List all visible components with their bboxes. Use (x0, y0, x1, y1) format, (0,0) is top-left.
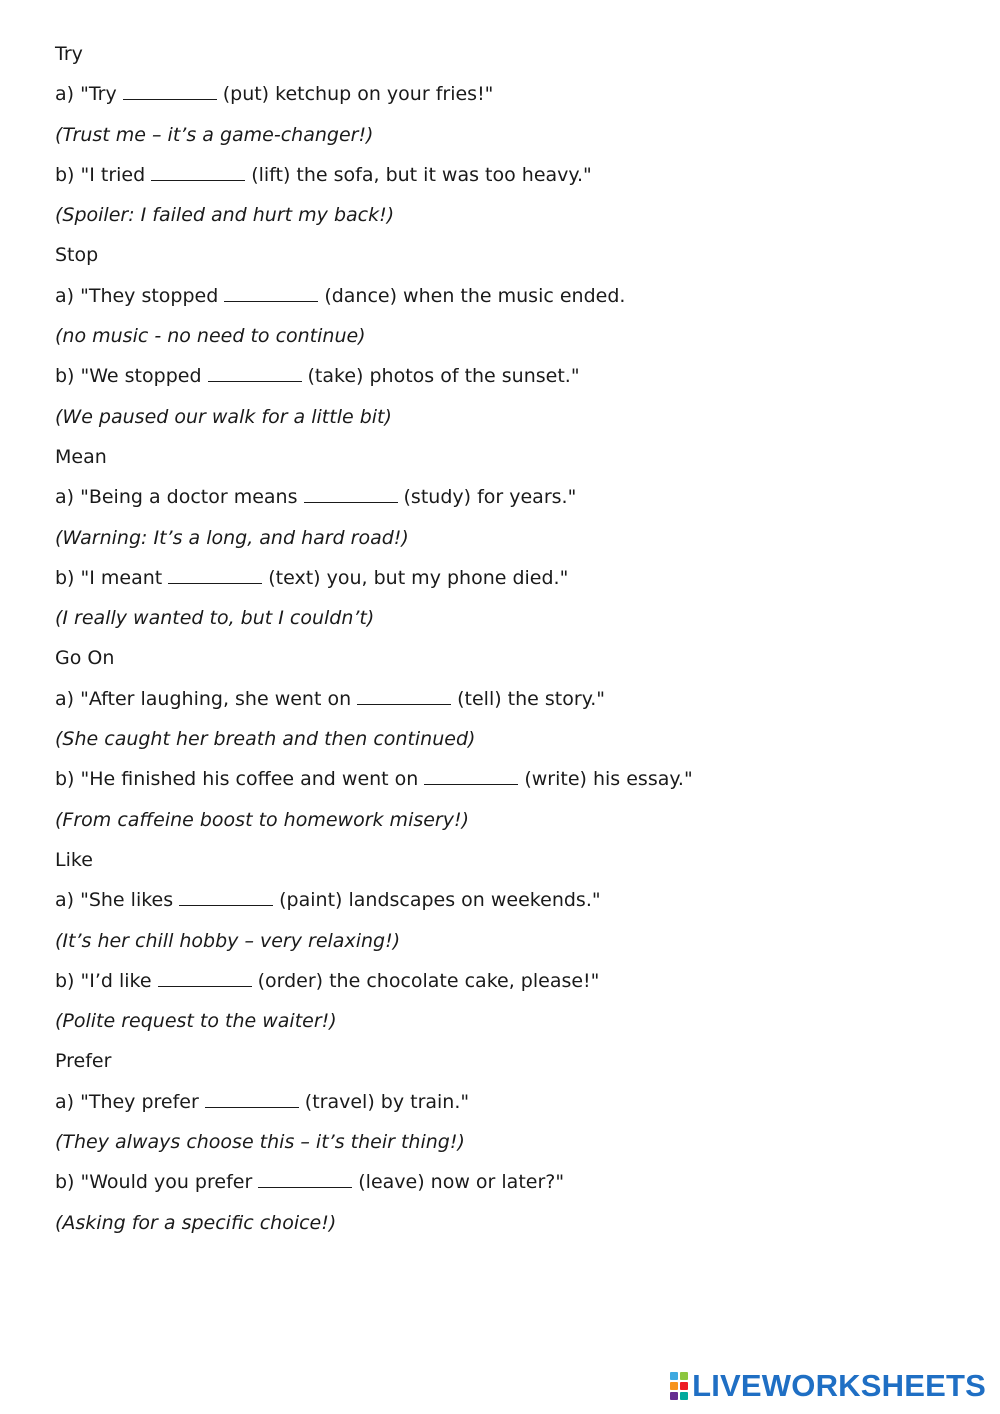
answer-blank[interactable] (224, 284, 318, 302)
item-text-before: b) "I tried (55, 163, 146, 186)
section-heading: Like (55, 848, 93, 871)
item-note: (They always choose this – it’s their thing!) (55, 1131, 465, 1154)
exercise-item (55, 1082, 955, 1122)
section-heading: Prefer (55, 1050, 112, 1073)
item-text-after: (take) photos of the sunset." (307, 365, 580, 388)
item-text-after: (travel) by train." (304, 1090, 470, 1113)
item-text-after: (text) you, but my phone died." (268, 566, 569, 589)
section-heading: Go On (55, 647, 115, 670)
item-text-before: a) "They stopped (55, 284, 219, 307)
answer-blank[interactable] (258, 1170, 352, 1188)
worksheet (55, 34, 955, 1243)
item-text-after: (study) for years." (403, 486, 577, 509)
exercise-item (55, 74, 955, 114)
item-note: (Warning: It’s a long, and hard road!) (55, 526, 409, 549)
item-note: (It’s her chill hobby – very relaxing!) (55, 929, 401, 952)
exercise-item (55, 880, 955, 920)
item-text-before: a) "She likes (55, 889, 174, 912)
answer-blank[interactable] (304, 485, 398, 503)
item-text-after: (tell) the story." (457, 687, 606, 710)
item-note: (Spoiler: I failed and hurt my back!) (55, 204, 395, 227)
exercise-item (55, 1162, 955, 1202)
section-heading: Mean (55, 445, 107, 468)
item-text-after: (put) ketchup on your fries!" (222, 83, 494, 106)
answer-blank[interactable] (168, 566, 262, 584)
item-note: (no music - no need to continue) (55, 325, 366, 348)
item-text-before: b) "Would you prefer (55, 1171, 253, 1194)
logo-text: LIVEWORKSHEETS (692, 1368, 986, 1403)
exercise-item (55, 961, 955, 1001)
exercise-item (55, 276, 955, 316)
exercise-item (55, 155, 955, 195)
item-text-before: b) "We stopped (55, 365, 202, 388)
item-note: (Trust me – it’s a game-changer!) (55, 123, 374, 146)
section-heading: Stop (55, 244, 99, 267)
section-heading: Try (55, 43, 83, 65)
exercise-item (55, 759, 955, 799)
answer-blank[interactable] (123, 82, 217, 100)
exercise-item (55, 558, 955, 598)
item-note: (We paused our walk for a little bit) (55, 405, 392, 428)
answer-blank[interactable] (357, 687, 451, 705)
item-note: (I really wanted to, but I couldn’t) (55, 607, 375, 630)
answer-blank[interactable] (205, 1090, 299, 1108)
liveworksheets-logo (670, 1368, 986, 1404)
item-note: (Asking for a specific choice!) (55, 1211, 337, 1234)
item-text-after: (paint) landscapes on weekends." (279, 889, 601, 912)
answer-blank[interactable] (208, 364, 302, 382)
answer-blank[interactable] (424, 767, 518, 785)
item-note: (From caffeine boost to homework misery!) (55, 808, 470, 831)
item-text-before: a) "They prefer (55, 1090, 199, 1113)
item-note: (She caught her breath and then continued) (55, 728, 476, 751)
item-text-before: b) "I’d like (55, 969, 152, 992)
answer-blank[interactable] (179, 888, 273, 906)
logo-mark-icon (670, 1372, 688, 1400)
answer-blank[interactable] (158, 969, 252, 987)
item-text-after: (order) the chocolate cake, please!" (257, 969, 600, 992)
exercise-item (55, 356, 955, 396)
item-text-after: (write) his essay." (524, 768, 693, 791)
item-text-before: b) "I meant (55, 566, 163, 589)
item-text-before: a) "Being a doctor means (55, 486, 298, 509)
answer-blank[interactable] (151, 163, 245, 181)
item-text-before: a) "Try (55, 83, 117, 106)
item-text-before: b) "He finished his coffee and went on (55, 768, 419, 791)
exercise-item (55, 679, 955, 719)
item-text-after: (dance) when the music ended. (324, 284, 626, 307)
item-text-after: (lift) the sofa, but it was too heavy." (251, 163, 592, 186)
item-text-before: a) "After laughing, she went on (55, 687, 352, 710)
exercise-item (55, 477, 955, 517)
item-note: (Polite request to the waiter!) (55, 1010, 337, 1033)
item-text-after: (leave) now or later?" (358, 1171, 565, 1194)
